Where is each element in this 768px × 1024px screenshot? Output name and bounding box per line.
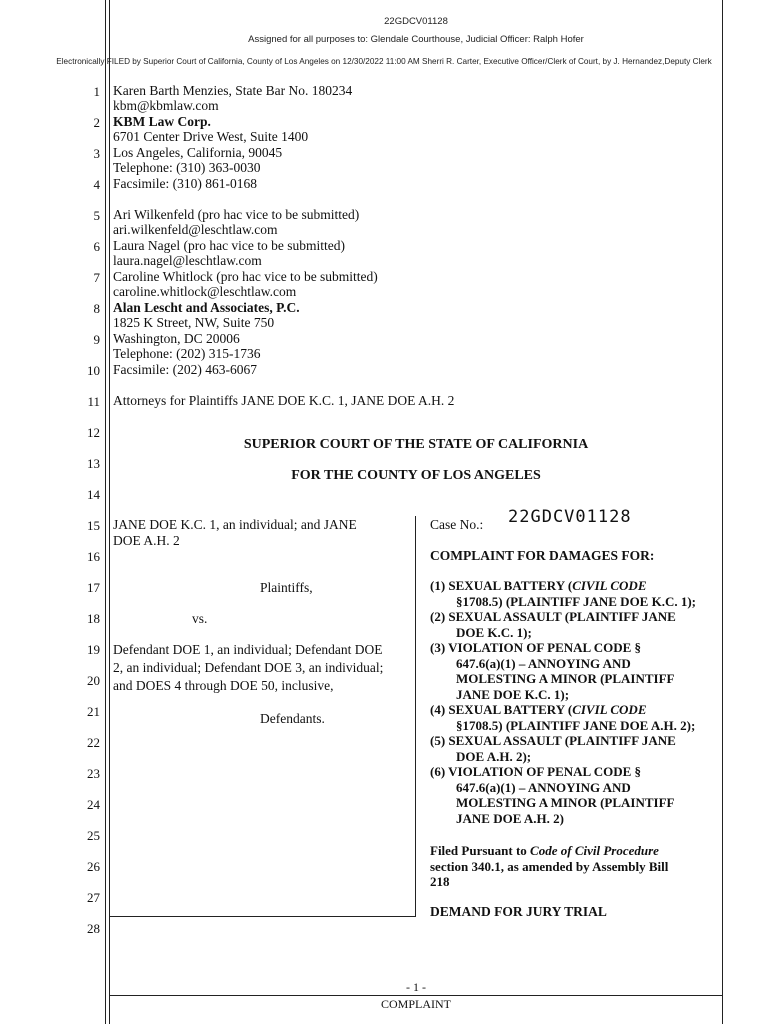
- line-number: 26: [87, 859, 100, 874]
- attorneys-for: Attorneys for Plaintiffs JANE DOE K.C. 1, JANE DOE A.H. 2: [113, 393, 455, 408]
- line-number: 12: [87, 425, 100, 440]
- firm-telephone: Telephone: (202) 315-1736: [113, 346, 261, 361]
- line-number: 9: [93, 332, 100, 347]
- claim-1: (1) SEXUAL BATTERY (CIVIL CODE: [430, 578, 647, 593]
- firm-city: Washington, DC 20006: [113, 331, 240, 346]
- defendants-label: Defendants.: [260, 711, 325, 726]
- attorney-name: Karen Barth Menzies, State Bar No. 180234: [113, 83, 353, 98]
- case-number-value: 22GDCV01128: [508, 507, 632, 527]
- causes-of-action: [430, 578, 696, 826]
- firm-telephone: Telephone: (310) 363-0030: [113, 160, 261, 175]
- footer-rule: [110, 995, 722, 996]
- firm-city: Los Angeles, California, 90045: [113, 145, 283, 160]
- attorney-name: Ari Wilkenfeld (pro hac vice to be submitted): [113, 207, 360, 222]
- filed-pursuant-line: section 340.1, as amended by Assembly Bill: [430, 858, 669, 874]
- claim-6: (6) VIOLATION OF PENAL CODE §: [430, 764, 642, 779]
- claim-2-cont: DOE K.C. 1);: [456, 624, 532, 640]
- line-number: 5: [93, 208, 100, 223]
- claim-6-cont: JANE DOE A.H. 2): [456, 810, 564, 826]
- defendants-names: Defendant DOE 1, an individual; Defendant DOE: [113, 642, 383, 657]
- claim-3: (3) VIOLATION OF PENAL CODE §: [430, 640, 642, 655]
- line-number: 27: [87, 890, 100, 905]
- claim-4: (4) SEXUAL BATTERY (CIVIL CODE: [430, 702, 647, 717]
- line-number: 28: [87, 921, 100, 936]
- claim-5-cont: DOE A.H. 2);: [456, 748, 532, 764]
- line-number: 8: [93, 301, 100, 316]
- footer-page-number: - 1 -: [406, 980, 426, 994]
- attorney-name: Caroline Whitlock (pro hac vice to be submitted): [113, 269, 378, 284]
- line-number: 2: [93, 115, 100, 130]
- attorney-email: ari.wilkenfeld@leschtlaw.com: [113, 222, 278, 237]
- claim-1-cont: §1708.5) (PLAINTIFF JANE DOE K.C. 1);: [456, 593, 697, 609]
- footer-title: COMPLAINT: [380, 997, 451, 1011]
- case-number-label: Case No.:: [430, 517, 484, 532]
- claim-2: (2) SEXUAL ASSAULT (PLAINTIFF JANE: [430, 609, 676, 624]
- plaintiffs-names: JANE DOE K.C. 1, an individual; and JANE: [113, 517, 357, 532]
- line-number: 20: [87, 673, 100, 688]
- line-number: 17: [87, 580, 100, 595]
- claim-4-cont: §1708.5) (PLAINTIFF JANE DOE A.H. 2);: [456, 717, 696, 733]
- plaintiffs-names-cont: DOE A.H. 2: [113, 533, 180, 548]
- versus-label: vs.: [192, 611, 208, 626]
- attorney-email: kbm@kbmlaw.com: [113, 98, 219, 113]
- jury-demand: DEMAND FOR JURY TRIAL: [430, 904, 607, 919]
- line-number: 4: [93, 177, 100, 192]
- defendants-names-cont: and DOES 4 through DOE 50, inclusive,: [113, 678, 334, 693]
- line-number: 3: [93, 146, 100, 161]
- left-margin-rule-inner: [109, 0, 110, 1024]
- firm-address: 1825 K Street, NW, Suite 750: [113, 315, 275, 330]
- claim-6-cont: 647.6(a)(1) – ANNOYING AND: [456, 779, 631, 795]
- line-number: 24: [87, 797, 100, 812]
- claim-5: (5) SEXUAL ASSAULT (PLAINTIFF JANE: [430, 733, 676, 748]
- line-number: 1: [93, 84, 100, 99]
- line-number: 15: [87, 518, 100, 533]
- header-assignment: Assigned for all purposes to: Glendale Courthouse, Judicial Officer: Ralph Hofer: [248, 34, 584, 45]
- line-number: 21: [87, 704, 100, 719]
- court-name: SUPERIOR COURT OF THE STATE OF CALIFORNIA: [243, 437, 589, 452]
- claim-3-cont: JANE DOE K.C. 1);: [456, 686, 570, 702]
- line-number: 14: [87, 487, 100, 502]
- line-number: 22: [87, 735, 100, 750]
- firm-facsimile: Facsimile: (202) 463-6067: [113, 362, 257, 377]
- line-number: 6: [93, 239, 100, 254]
- attorney-name: Laura Nagel (pro hac vice to be submitted): [113, 238, 346, 253]
- caption-divider-bottom: [110, 916, 416, 917]
- attorney-email: laura.nagel@leschtlaw.com: [113, 253, 262, 268]
- complaint-heading: COMPLAINT FOR DAMAGES FOR:: [430, 548, 655, 563]
- line-number: 23: [87, 766, 100, 781]
- line-number: 25: [87, 828, 100, 843]
- header-filing-stamp: Electronically FILED by Superior Court of California, County of Los Angeles on 12/30/2022 11:00 AM Sherri R. Carter, Executive Officer/Clerk of Court, by J. Hernandez,Deputy Clerk: [56, 57, 712, 66]
- header-case-id: 22GDCV01128: [384, 16, 448, 27]
- line-number: 7: [93, 270, 100, 285]
- plaintiffs-label: Plaintiffs,: [260, 580, 313, 595]
- line-number: 10: [87, 363, 100, 378]
- firm-facsimile: Facsimile: (310) 861-0168: [113, 176, 257, 191]
- attorney-email: caroline.whitlock@leschtlaw.com: [113, 284, 297, 299]
- firm-address: 6701 Center Drive West, Suite 1400: [113, 129, 309, 144]
- line-number: 11: [87, 394, 100, 409]
- filed-pursuant-line: 218: [430, 874, 450, 889]
- claim-6-cont: MOLESTING A MINOR (PLAINTIFF: [456, 795, 675, 810]
- left-margin-rule-outer: [105, 0, 106, 1024]
- firm-name: KBM Law Corp.: [113, 114, 211, 129]
- claim-3-cont: MOLESTING A MINOR (PLAINTIFF: [456, 671, 675, 686]
- filed-pursuant: [430, 843, 668, 890]
- court-county: FOR THE COUNTY OF LOS ANGELES: [291, 468, 541, 483]
- filed-pursuant-line: Filed Pursuant to Code of Civil Procedure: [430, 843, 659, 858]
- defendants-names-cont: 2, an individual; Defendant DOE 3, an individual;: [113, 660, 384, 675]
- caption-divider-vertical: [415, 516, 416, 917]
- line-number: 13: [87, 456, 100, 471]
- line-number: 16: [87, 549, 100, 564]
- line-number: 19: [87, 642, 100, 657]
- firm-name: Alan Lescht and Associates, P.C.: [113, 300, 300, 315]
- line-number: 18: [87, 611, 100, 626]
- right-margin-rule: [722, 0, 723, 1024]
- claim-3-cont: 647.6(a)(1) – ANNOYING AND: [456, 655, 631, 671]
